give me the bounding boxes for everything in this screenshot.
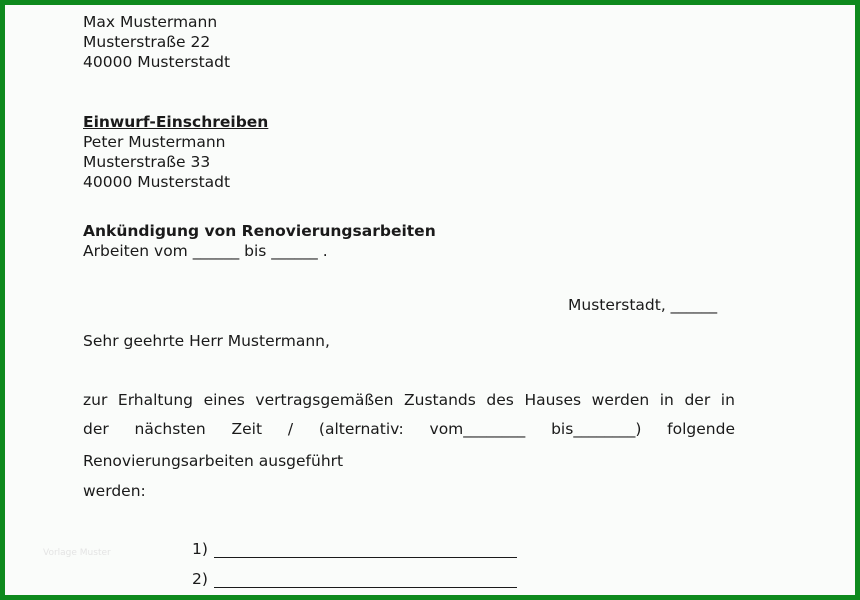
body-line-2 [83, 420, 735, 438]
sender-city: 40000 Musterstadt [83, 53, 231, 71]
recipient-city: 40000 Musterstadt [83, 173, 231, 191]
fill-in-line[interactable] [214, 543, 517, 558]
list-item-1 [192, 540, 517, 558]
body-word: (alternativ: [318, 420, 404, 438]
sender-name: Max Mustermann [83, 13, 218, 31]
body-word: werden [591, 391, 650, 409]
body-word: bis________) [551, 420, 642, 438]
subject-period: Arbeiten vom ______ bis ______ . [83, 242, 328, 260]
salutation: Sehr geehrte Herr Mustermann, [83, 332, 330, 350]
watermark-text: Vorlage Muster [43, 548, 111, 558]
body-word: in [659, 391, 674, 409]
body-line-4: werden: [83, 482, 146, 500]
list-item-label: 2) [192, 570, 208, 588]
body-word: vertragsgemäßen [255, 391, 394, 409]
body-word: zur [83, 391, 108, 409]
body-word: Erhaltung [117, 391, 193, 409]
body-word: der [684, 391, 711, 409]
recipient-name: Peter Mustermann [83, 133, 226, 151]
list-item-2 [192, 570, 517, 588]
list-item-label: 1) [192, 540, 208, 558]
subject-title: Ankündigung von Renovierungsarbeiten [83, 222, 436, 240]
recipient-street: Musterstraße 33 [83, 153, 211, 171]
body-word: Zeit [231, 420, 263, 438]
fill-in-line[interactable] [214, 573, 517, 588]
body-line-3: Renovierungsarbeiten ausgeführt [83, 452, 344, 470]
body-word: in [720, 391, 735, 409]
delivery-type: Einwurf-Einschreiben [83, 113, 269, 131]
body-word: nächsten [134, 420, 206, 438]
body-word: folgende [667, 420, 735, 438]
body-word: Zustands [404, 391, 476, 409]
body-word: eines [203, 391, 245, 409]
date-line: Musterstadt, ______ [568, 296, 718, 314]
body-word: der [83, 420, 109, 438]
body-word: vom________ [429, 420, 526, 438]
body-line-1 [83, 391, 735, 409]
body-word: Hauses [524, 391, 582, 409]
sender-street: Musterstraße 22 [83, 33, 211, 51]
body-word: / [287, 420, 294, 438]
body-word: des [486, 391, 514, 409]
